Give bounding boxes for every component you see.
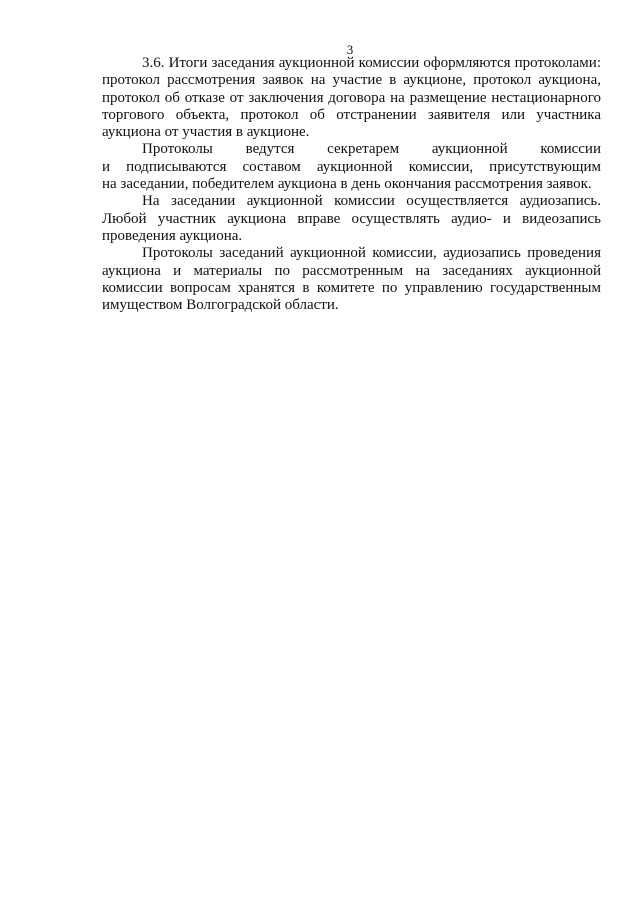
paragraph-protocols-signing xyxy=(102,141,601,193)
paragraph-storage xyxy=(102,245,601,314)
text-line: Любой участник аукциона вправе осуществлять аудио- и видеозапись xyxy=(102,210,601,227)
text-line: Протоколы заседаний аукционной комиссии, аудиозапись проведения xyxy=(142,245,601,262)
text-line: 3.6. Итоги заседания аукционной комиссии оформляются протоколами: xyxy=(142,55,601,71)
text-line: протокол об отказе от заключения договора на размещение нестационарного xyxy=(102,89,601,106)
paragraph-audio-recording xyxy=(102,193,601,245)
text-line: проведения аукциона. xyxy=(102,227,243,244)
text-line: имуществом Волгоградской области. xyxy=(102,297,339,314)
text-line: протокол рассмотрения заявок на участие в аукционе, протокол аукциона, xyxy=(102,72,601,89)
text-line: На заседании аукционной комиссии осуществляется аудиозапись. xyxy=(142,193,601,210)
text-line: и подписываются составом аукционной комиссии, присутствующим xyxy=(102,158,601,175)
text-line: на заседании, победителем аукциона в день окончания рассмотрения заявок. xyxy=(102,176,592,193)
text-line: аукциона от участия в аукционе. xyxy=(102,124,310,141)
document-body xyxy=(102,55,601,314)
text-line: Протоколы ведутся секретарем аукционной комиссии xyxy=(142,141,601,158)
page-number: 3 xyxy=(346,42,354,57)
text-line: торгового объекта, протокол об отстранении заявителя или участника xyxy=(102,106,601,123)
text-line: аукциона и материалы по рассмотренным на заседаниях аукционной xyxy=(102,262,601,279)
text-line: комиссии вопросам хранятся в комитете по управлению государственным xyxy=(102,279,601,296)
paragraph-protocols-list xyxy=(102,55,601,141)
